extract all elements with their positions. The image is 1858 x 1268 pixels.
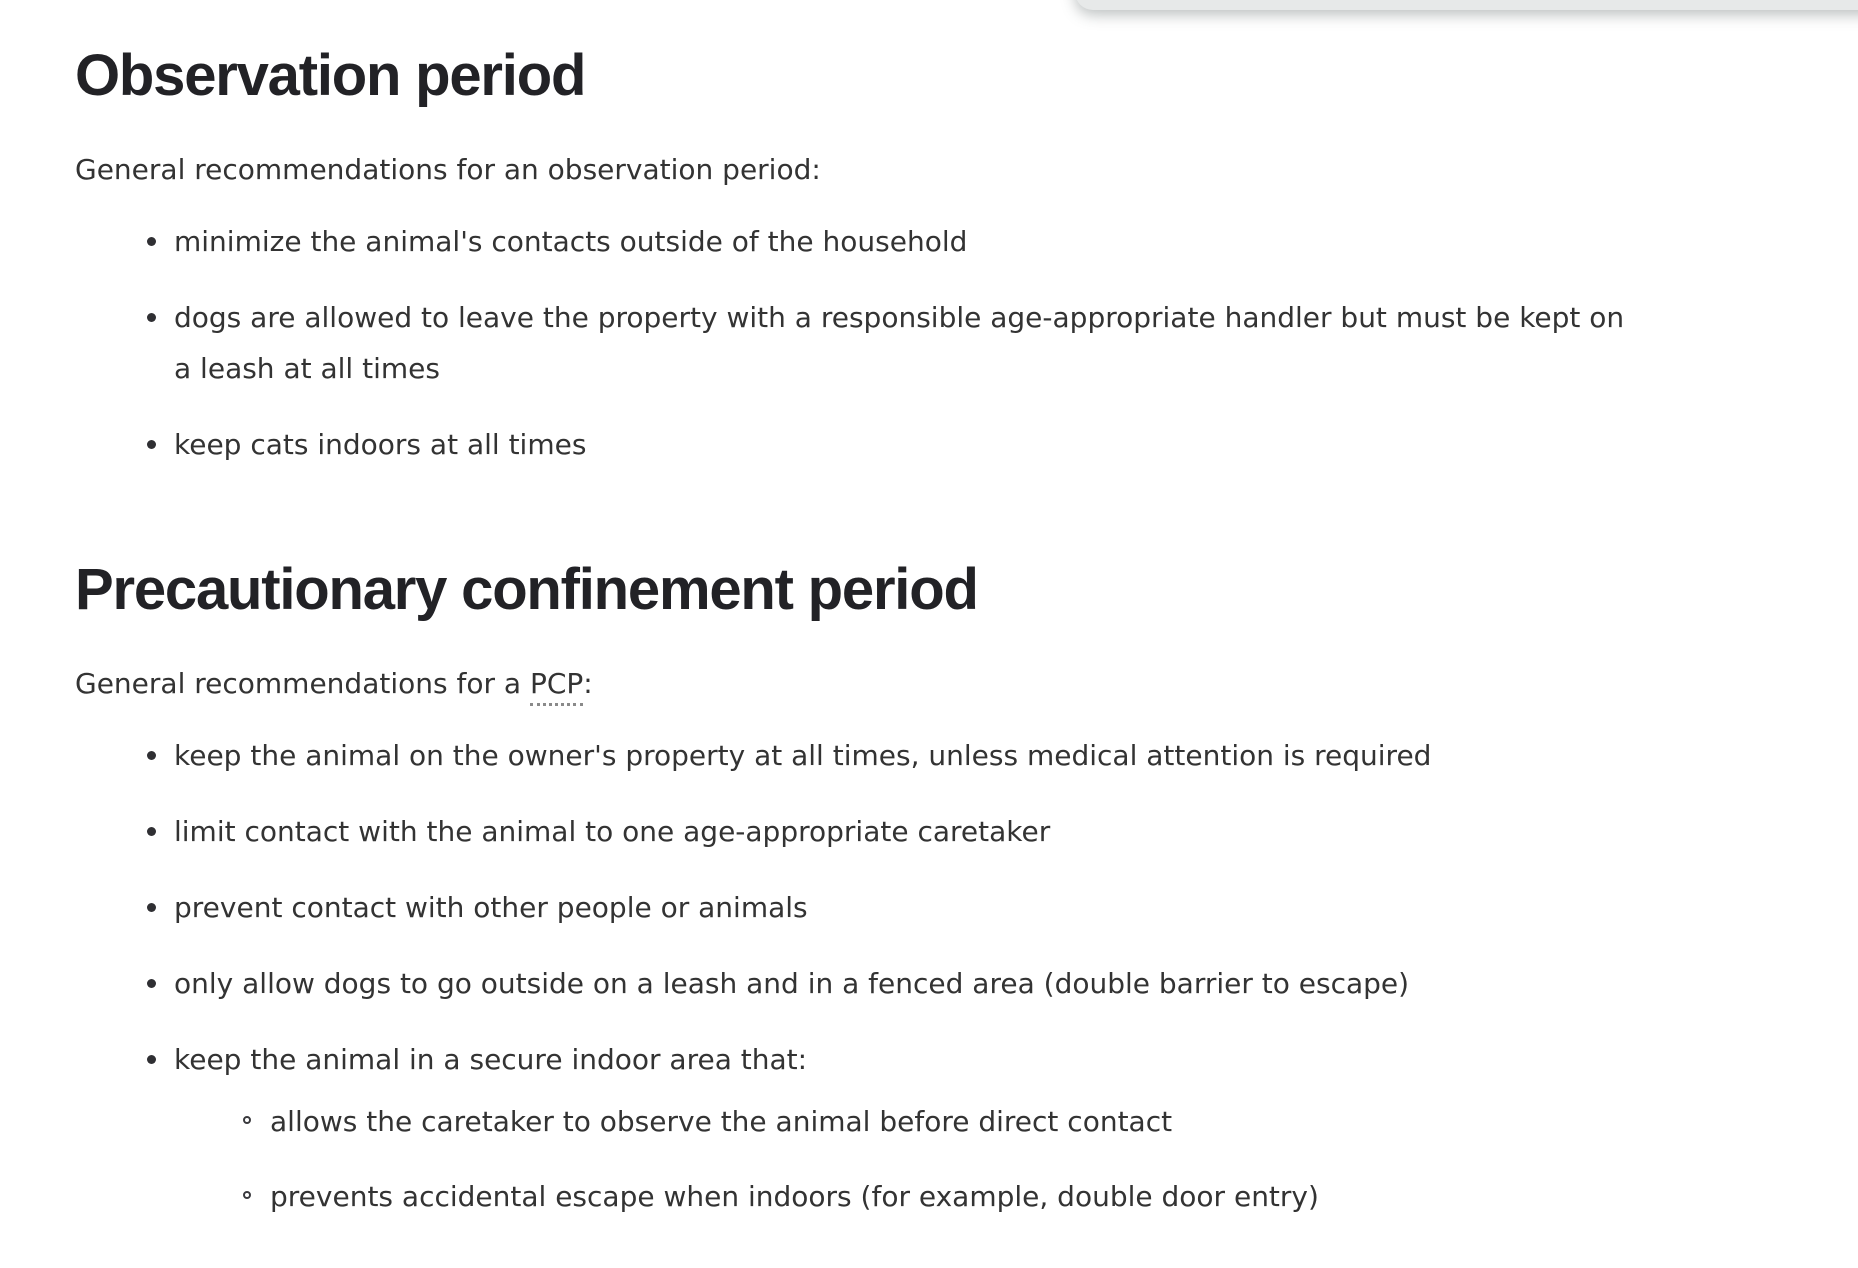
- section-precautionary-confinement: [75, 558, 1778, 1222]
- sub-bullet-list: [174, 1096, 1778, 1222]
- sub-list-item-text: allows the caretaker to observe the animal before direct contact: [270, 1104, 1173, 1138]
- intro-text-suffix: :: [583, 666, 593, 700]
- list-item-text: prevent contact with other people or animals: [174, 890, 808, 924]
- list-item-text: minimize the animal's contacts outside of the household: [174, 224, 968, 258]
- list-item-text: a leash at all times: [174, 351, 440, 385]
- cropped-overlay-fragment: [1075, 0, 1858, 10]
- list-item: [174, 882, 1778, 933]
- intro-paragraph-pcp: [75, 664, 1778, 704]
- sub-list-item: [270, 1096, 1778, 1147]
- list-item: [174, 958, 1778, 1009]
- bullet-list-pcp: [75, 730, 1778, 1222]
- abbr-pcp: PCP: [530, 667, 583, 706]
- sub-list-item-text: prevents accidental escape when indoors (for example, double door entry): [270, 1179, 1319, 1213]
- list-item-text: keep the animal on the owner's property at all times, unless medical attention is required: [174, 738, 1432, 772]
- list-item: [174, 292, 1778, 394]
- list-item-text: keep cats indoors at all times: [174, 427, 587, 461]
- list-item: [174, 730, 1778, 781]
- intro-paragraph-observation: General recommendations for an observation period:: [75, 152, 821, 186]
- list-item-text: dogs are allowed to leave the property with a responsible age-appropriate handler but must be kept on: [174, 300, 1625, 334]
- section-observation-period: [75, 44, 1778, 470]
- bullet-list-observation: [75, 216, 1778, 470]
- list-item: [174, 806, 1778, 857]
- section-heading-precautionary-confinement: Precautionary confinement period: [75, 556, 978, 622]
- sub-list-item: [270, 1171, 1778, 1222]
- list-item: [174, 419, 1778, 470]
- list-item-text: keep the animal in a secure indoor area that:: [174, 1042, 808, 1076]
- list-item: [174, 1034, 1778, 1222]
- list-item: [174, 216, 1778, 267]
- list-item-text: limit contact with the animal to one age-appropriate caretaker: [174, 814, 1051, 848]
- intro-text-prefix: General recommendations for a: [75, 666, 530, 700]
- list-item-text: only allow dogs to go outside on a leash and in a fenced area (double barrier to escape): [174, 966, 1410, 1000]
- section-heading-observation-period: Observation period: [75, 43, 586, 108]
